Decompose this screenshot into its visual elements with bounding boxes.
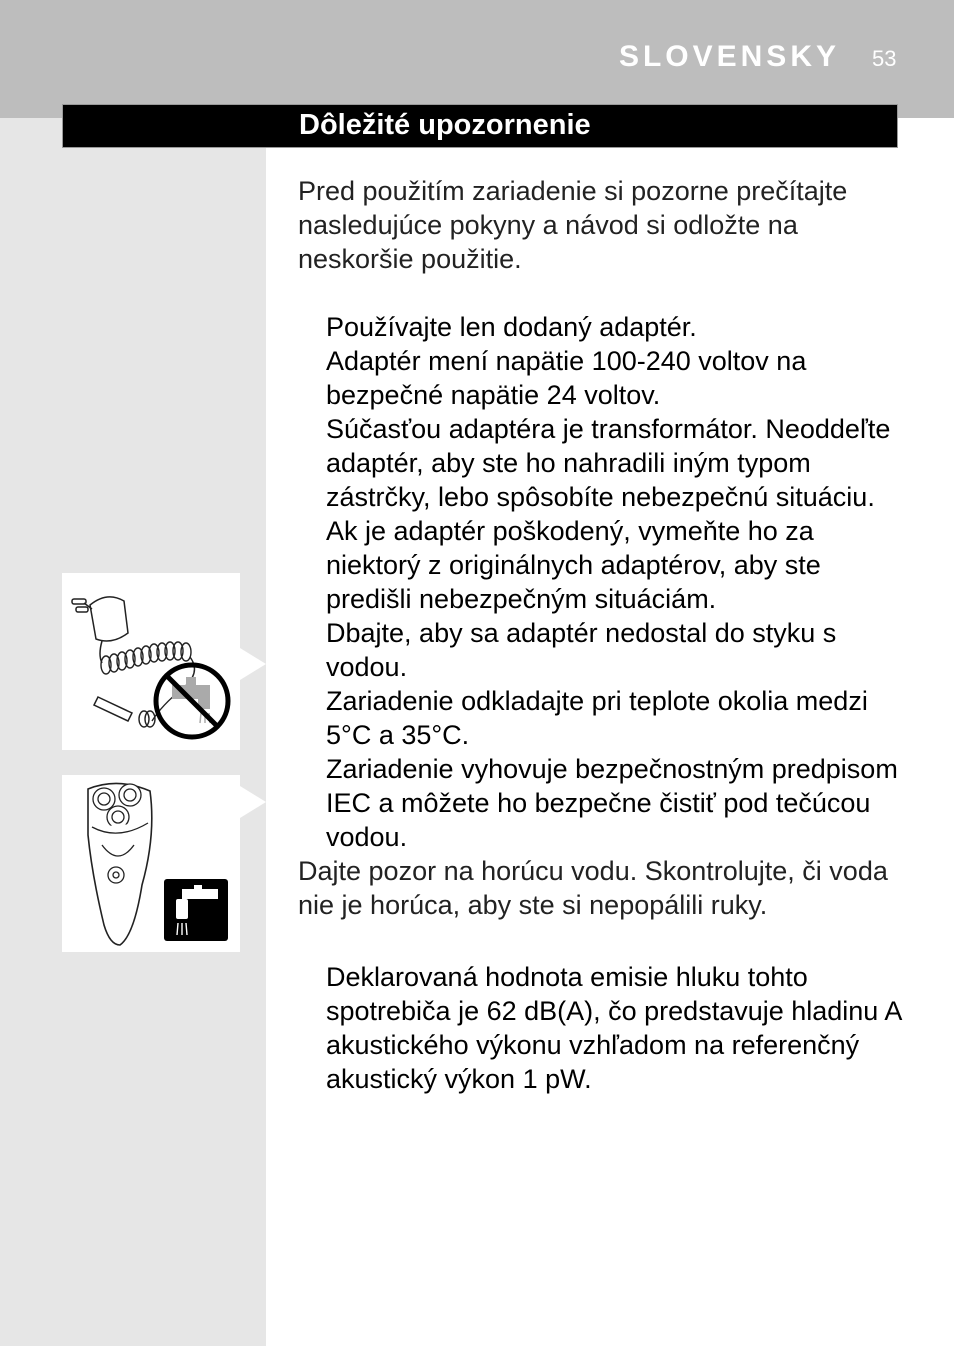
language-label: SLOVENSKY [618, 40, 840, 73]
page-number: 53 [872, 46, 897, 71]
shaver-water-illustration [62, 775, 240, 952]
intro-paragraph: Pred použitím zariadenie si pozorne prečítajte nasledujúce pokyny a návod si odložte na neskoršie použitie. [298, 176, 848, 274]
main-content [298, 174, 908, 1096]
noise-list [298, 960, 908, 1096]
list-item: Ak je adaptér poškodený, vymeňte ho za niektorý z originálnych adaptérov, aby ste predišli nebezpečným situáciám. [326, 516, 821, 614]
shaver-icon [62, 775, 240, 952]
figure-pointer [240, 786, 266, 818]
list-item: Adaptér mení napätie 100-240 voltov na bezpečné napätie 24 voltov. [326, 346, 807, 410]
list-item: Dbajte, aby sa adaptér nedostal do styku s vodou. [326, 618, 837, 682]
section-title: Dôležité upozornenie [299, 109, 591, 141]
list-item: Zariadenie odkladajte pri teplote okolia medzi 5°C a 35°C. [326, 686, 868, 750]
warning-paragraph: Dajte pozor na horúcu vodu. Skontrolujte, či voda nie je horúca, aby ste si nepopálili ruky. [298, 856, 888, 920]
list-item: Používajte len dodaný adaptér. [326, 312, 697, 342]
list-item: Zariadenie vyhovuje bezpečnostným predpisom IEC a môžete ho bezpečne čistiť pod tečúcou vodou. [326, 754, 898, 852]
adapter-no-water-illustration [62, 573, 240, 750]
figure-pointer [240, 648, 266, 680]
section-title-bar [62, 104, 898, 148]
adapter-icon [62, 573, 240, 750]
safety-list [298, 310, 908, 854]
list-item: Deklarovaná hodnota emisie hluku tohto spotrebiča je 62 dB(A), čo predstavuje hladinu A akustického výkonu vzhľadom na referenčný akustický výkon 1 pW. [326, 962, 901, 1094]
list-item: Súčasťou adaptéra je transformátor. Neoddeľte adaptér, aby ste ho nahradili iným typom zástrčky, lebo spôsobíte nebezpečnú situáciu. [326, 414, 891, 512]
